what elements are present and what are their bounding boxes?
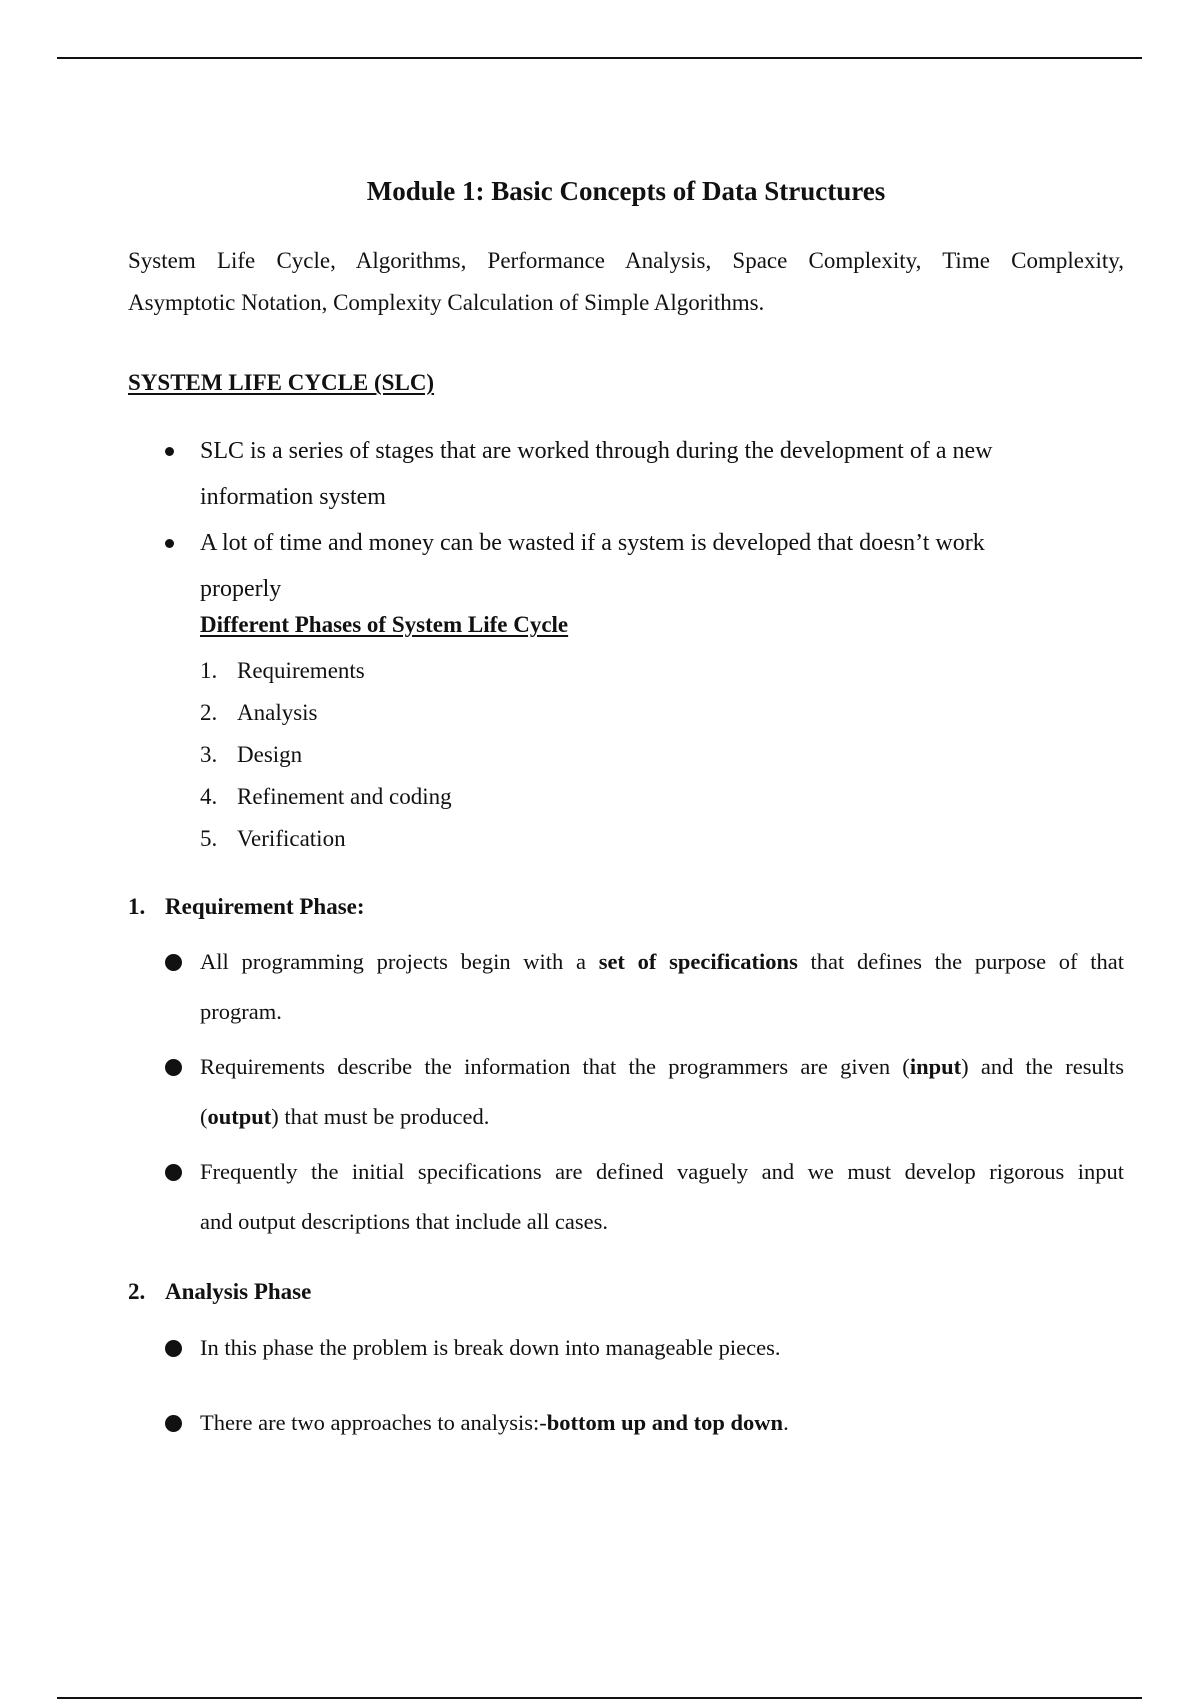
section-title: Requirement Phase:: [165, 894, 365, 919]
phases-heading: Different Phases of System Life Cycle: [200, 612, 569, 637]
text: ) that must be produced.: [271, 1104, 490, 1129]
phase-number: 5.: [200, 826, 218, 851]
phase-number: 4.: [200, 784, 218, 809]
section-number: 1.: [128, 894, 146, 919]
section-title: Analysis Phase: [165, 1279, 312, 1304]
bold-text: input: [909, 1054, 962, 1079]
phase-number: 1.: [200, 658, 218, 683]
list-item: [200, 776, 452, 818]
phase-label: Analysis: [237, 700, 318, 725]
list-item: [128, 937, 1124, 1037]
bold-text: bottom up and top down: [546, 1410, 784, 1435]
bullet-icon: [165, 1059, 182, 1076]
list-item: [200, 818, 452, 860]
bullet-text: In this phase the problem is break down into manageable pieces.: [200, 1335, 781, 1360]
bullet-icon: [165, 539, 174, 548]
analysis-phase-heading: [128, 1279, 311, 1305]
top-rule: [57, 57, 1142, 59]
bold-text: set of specifications: [598, 949, 798, 974]
bullet-line-2: program.: [200, 999, 282, 1024]
bullet-line-2: and output descriptions that include all cases.: [200, 1209, 609, 1234]
list-item: [128, 520, 1088, 612]
bullet-text-line-1: A lot of time and money can be wasted if a system is developed that doesn’t work: [200, 530, 985, 556]
bullet-icon: [165, 954, 182, 971]
bottom-rule: [57, 1697, 1142, 1699]
slc-bullet-list: [128, 428, 1088, 612]
list-item: [200, 650, 452, 692]
page-title: Module 1: Basic Concepts of Data Structures: [366, 176, 886, 206]
bullet-text-line-2: information system: [200, 484, 386, 510]
bold-text: output: [207, 1104, 272, 1129]
slc-heading: SYSTEM LIFE CYCLE (SLC): [128, 370, 435, 395]
text: ) and the results: [961, 1054, 1124, 1079]
section-number: 2.: [128, 1279, 146, 1304]
bullet-icon: [165, 447, 174, 456]
list-item: [200, 734, 452, 776]
bullet-icon: [165, 1415, 182, 1432]
text: .: [783, 1410, 789, 1435]
list-item: [128, 428, 1088, 520]
phase-number: 3.: [200, 742, 218, 767]
phase-label: Design: [237, 742, 303, 767]
bullet-text-line-2: properly: [200, 576, 282, 602]
phase-label: Verification: [237, 826, 346, 851]
text: All programming projects begin with a: [200, 949, 599, 974]
bullet-icon: [165, 1164, 182, 1181]
text: There are two approaches to analysis:-: [200, 1410, 547, 1435]
bullet-line-2: [200, 1092, 1124, 1142]
bullet-icon: [165, 1340, 182, 1357]
list-item: [200, 692, 452, 734]
list-item: [128, 1323, 1124, 1373]
requirement-bullet-list: [128, 937, 1124, 1247]
list-item: [128, 1147, 1124, 1247]
bullet-text-line-1: SLC is a series of stages that are worked through during the development of a new: [200, 438, 993, 464]
bullet-line-1: Frequently the initial specifications are defined vaguely and we must develop rigorous input: [200, 1159, 1124, 1184]
phase-label: Refinement and coding: [237, 784, 452, 809]
intro-line-1: System Life Cycle, Algorithms, Performance Analysis, Space Complexity, Time Complexity,: [128, 248, 1124, 273]
intro-paragraph: [128, 240, 1124, 324]
list-item: [128, 1398, 1124, 1448]
analysis-bullet-list: [128, 1323, 1124, 1448]
intro-line-2: Asymptotic Notation, Complexity Calculation of Simple Algorithms.: [128, 290, 765, 315]
text: that defines the purpose of that: [797, 949, 1124, 974]
bullet-line-1: [200, 1042, 1124, 1092]
requirement-phase-heading: [128, 894, 365, 920]
phase-label: Requirements: [237, 658, 365, 683]
text: Requirements describe the information that the programmers are given (: [200, 1054, 910, 1079]
bullet-line-1: [200, 937, 1124, 987]
phases-list: [200, 650, 452, 860]
text: (: [200, 1104, 208, 1129]
phase-number: 2.: [200, 700, 218, 725]
list-item: [128, 1042, 1124, 1142]
